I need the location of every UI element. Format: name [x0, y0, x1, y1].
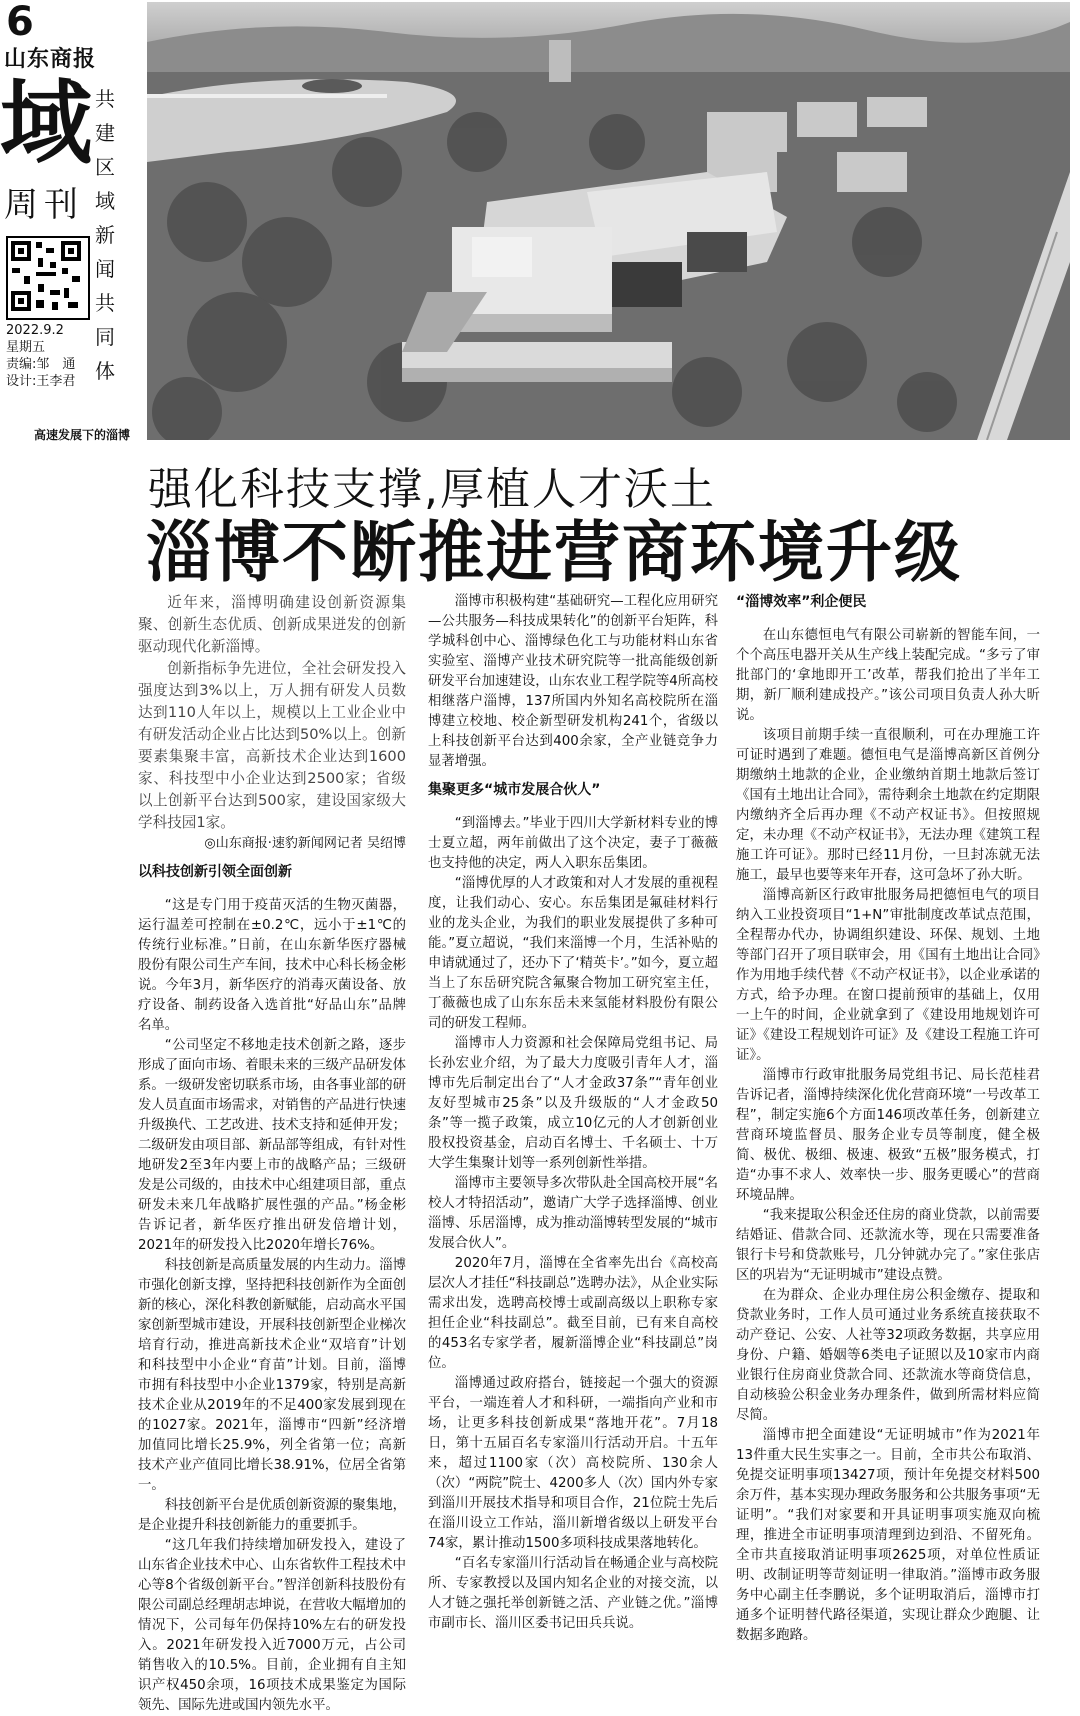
section-weekly: 周刊: [4, 185, 84, 225]
body-paragraph: 淄博市行政审批服务局党组书记、局长范桂君告诉记者，淄博持续深化优化营商环境“一号改革工程”，制定实施6个方面146项改革任务，创新建立营商环境监督员、服务企业专员等制度，健全极简、极优、极细、极速、极致“五极”服务模式，打造“办事不求人、效率快一步、服务更暖心”的营商环境品牌。: [736, 1068, 1040, 1203]
aerial-city-photo: [147, 2, 1070, 440]
body-paragraph: 淄博市把全面建设“无证明城市”作为2021年13件重大民生实事之一。目前，全市共公布取消、免提交证明事项13427项，预计年免提交材料500余万件，基本实现办理政务服务和公共服务事项“无证明”。“我们对家要和开具证明事项实施双向梳理，推进全市证明事项清理到边到沿、不留死角。全市共直接取消证明事项2625项，对单位性质证明、改制证明等苛刻证明一律取消。”淄博市政务服务中心副主任李鹏说，多个证明取消后，淄博市打通多个证明替代路径渠道，实现让群众少跑腿、让数据多跑路。: [736, 1428, 1040, 1643]
article-column-2: [428, 592, 718, 1634]
body-paragraph: 淄博通过政府搭台，链接起一个强大的资源平台，一端连着人才和科研，一端指向产业和市场，让更多科技创新成果“落地开花”。7月18日，第十五届百名专家淄川行活动开启。十五年来，超过1100家（次）高校院所、130余人（次）“两院”院士、4200多人（次）国内外专家到淄川开展技术指导和项目合作，21位院士先后在淄川设立工作站，淄川新增省级以上研发平台74家，累计推动1500多项科技成果落地转化。: [428, 1376, 718, 1551]
newspaper-name: 山东商报: [4, 47, 97, 72]
body-paragraph: 淄博高新区行政审批服务局把德恒电气的项目纳入工业投资项目“1+N”审批制度改革试点范围，全程帮办代办，协调组织建设、环保、规划、土地等部门召开了项目联审会，用《国有土地出让合同》作为用地手续代替《不动产权证书》，以企业承诺的方式，给予办理。在窗口提前预审的基础上，仅用一上午的时间，企业就拿到了《建设用地规划许可证》《建设工程规划许可证》及《建设工程施工许可证》。: [736, 888, 1040, 1063]
body-paragraph: 该项目前期手续一直很顺利，可在办理施工许可证时遇到了难题。德恒电气是淄博高新区首例分期缴纳土地款的企业，企业缴纳首期土地款后签订《国有土地出让合同》，需待剩余土地款在约定期限内缴纳齐全后再办理《不动产权证书》。但按照规定，未办理《不动产权证书》，无法办理《建筑工程施工许可证》。那时已经11月份，一旦封冻就无法施工，最早也要等来年开春，这可急坏了孙大昕。: [736, 728, 1040, 883]
article-column-1: [138, 592, 406, 1716]
issue-date: 2022.9.2: [6, 323, 64, 338]
editor-credit: 责编:邹 通: [6, 357, 76, 372]
body-paragraph: 淄博市主要领导多次带队赴全国高校开展“名校人才特招活动”，邀请广大学子选择淄博、创业淄博、乐居淄博，成为推动淄博转型发展的“城市发展合伙人”。: [428, 1176, 718, 1251]
lead-paragraph: 创新指标争先进位，全社会研发投入强度达到3%以上，万人拥有研发人员数达到110人年以上，规模以上工业企业中有研发活动企业占比达到50%以上。创新要素集聚丰富，高新技术企业达到1600家、科技型中小企业达到2500家；省级以上创新平台达到500家，建设国家级大学科技园1家。: [138, 660, 406, 831]
article-subtitle: 强化科技支撑,厚植人才沃土: [148, 464, 716, 515]
body-paragraph: 科技创新平台是优质创新资源的聚集地，是企业提升科技创新能力的重要抓手。: [138, 1498, 406, 1533]
article-column-3: [736, 592, 1040, 1646]
designer-credit: 设计:王李君: [6, 374, 76, 389]
section-heading: 集聚更多“城市发展合伙人”: [428, 782, 601, 798]
issue-weekday: 星期五: [6, 340, 46, 355]
section-heading: 以科技创新引领全面创新: [138, 864, 292, 880]
body-paragraph: “淄博优厚的人才政策和对人才发展的重视程度，让我们动心、安心。东岳集团是氟硅材料行业的龙头企业，为我们的职业发展提供了多种可能。”夏立超说，“我们来淄博一个月，生活补贴的申请就通过了，还办下了‘精英卡’。”如今，夏立超当上了东岳研究院含氟聚合物加工研究室主任，丁薇薇也成了山东东岳未来氢能材料股份有限公司的研发工程师。: [428, 876, 718, 1031]
section-slogan: 共建区域新闻共同体: [95, 87, 115, 383]
issue-date-block: [6, 322, 75, 390]
photo-caption: 高速发展下的淄博: [34, 428, 131, 442]
body-paragraph: “公司坚定不移地走技术创新之路，逐步形成了面向市场、着眼未来的三级产品研发体系。一级研发密切联系市场，由各事业部的研发人员直面市场需求，对销售的产品进行快速升级换代、工艺改进、技术支持和延伸开发；二级研发由项目部、新品部等组成，有针对性地研发2至3年内要上市的战略产品；三级研发是公司级的，由技术中心组建项目部，重点研发未来几年战略扩展性强的产品。”杨金彬告诉记者，新华医疗推出研发倍增计划，2021年的研发投入比2020年增长76%。: [138, 1038, 406, 1253]
body-paragraph: 淄博市人力资源和社会保障局党组书记、局长孙宏业介绍，为了最大力度吸引青年人才，淄博市先后制定出台了“人才金政37条”“青年创业友好型城市25条”以及升级版的“人才金政50条”等一揽子政策，成立10亿元的人才创新创业股权投资基金，启动百名博士、千名硕士、十万大学生集聚计划等一系列创新性举措。: [428, 1036, 718, 1171]
body-paragraph: “这是专门用于疫苗灭活的生物灭菌器，运行温差可控制在±0.2℃，远小于±1℃的传统行业标准。”日前，在山东新华医疗器械股份有限公司生产车间，技术中心科长杨金彬说。今年3月，新华医疗的消毒灭菌设备、放疗设备、制药设备入选首批“好品山东”品牌名单。: [138, 898, 406, 1033]
qr-code-icon: [6, 236, 90, 320]
masthead: [0, 0, 140, 440]
body-paragraph: 在山东德恒电气有限公司崭新的智能车间，一个个高压电器开关从生产线上装配完成。“多亏了审批部门的‘拿地即开工’改革，帮我们抢出了半年工期，新厂顺利建成投产。”该公司项目负责人孙大昕说。: [736, 628, 1040, 723]
body-paragraph: “这几年我们持续增加研发投入，建设了山东省企业技术中心、山东省软件工程技术中心等8个省级创新平台。”智洋创新科技股份有限公司副总经理胡志坤说，在营收大幅增加的情况下，公司每年仍保持10%左右的研发投入。2021年研发投入近7000万元，占公司销售收入的10.5%。目前，企业拥有自主知识产权450余项，16项技术成果鉴定为国际领先、国际先进或国内领先水平。: [138, 1538, 406, 1713]
body-paragraph: 2020年7月，淄博在全省率先出台《高校高层次人才挂任“科技副总”选聘办法》，从企业实际需求出发，选聘高校博士或副高级以上职称专家担任企业“科技副总”。截至目前，已有来自高校的453名专家学者，履新淄博企业“科技副总”岗位。: [428, 1256, 718, 1371]
body-paragraph: “百名专家淄川行活动旨在畅通企业与高校院所、专家教授以及国内知名企业的对接交流，以人才链之强托举创新链之活、产业链之优。”淄博市副市长、淄川区委书记田兵兵说。: [428, 1556, 718, 1631]
section-char: 域: [0, 70, 93, 177]
section-heading: “淄博效率”利企便民: [736, 594, 867, 610]
page-number: 6: [6, 0, 34, 45]
lead-paragraph: 近年来，淄博明确建设创新资源集聚、创新生态优质、创新成果迸发的创新驱动现代化新淄博。: [138, 594, 406, 655]
body-paragraph: 科技创新是高质量发展的内生动力。淄博市强化创新支撑，坚持把科技创新作为全面创新的核心，深化科教创新赋能，启动高水平国家创新型城市建设，开展科技创新型企业梯次培育行动，推进高新技术企业“双培育”计划和科技型中小企业“育苗”计划。目前，淄博市拥有科技型中小企业1379家，特别是高新技术企业从2019年的不足400家发展到现在的1027家。2021年，淄博市“四新”经济增加值同比增长25.9%，列全省第一位；高新技术产业产值同比增长38.91%，位居全省第一。: [138, 1258, 406, 1493]
body-paragraph: “我来提取公积金还住房的商业贷款，以前需要结婚证、借款合同、还款流水等，现在只需要准备银行卡号和贷款账号，几分钟就办完了。”家住张店区的巩岩为“无证明城市”建设点赞。: [736, 1208, 1040, 1283]
byline: ◎山东商报·速豹新闻网记者 吴绍博: [204, 836, 406, 851]
aerial-photo-illustration: [147, 2, 1070, 440]
body-paragraph: 在为群众、企业办理住房公积金缴存、提取和贷款业务时，工作人员可通过业务系统直接获取不动产登记、公安、人社等32项政务数据，共享应用身份、户籍、婚姻等6类电子证照以及10家市内商业银行住房商业贷款合同、还款流水等商贷信息，自动核验公积金业务办理条件，做到所需材料应简尽简。: [736, 1288, 1040, 1423]
article-title: 淄博不断推进营商环境升级: [146, 514, 962, 591]
body-paragraph: “到淄博去。”毕业于四川大学新材料专业的博士夏立超，两年前做出了这个决定，妻子丁薇薇也支持他的决定，两人入职东岳集团。: [428, 816, 718, 871]
body-paragraph: 淄博市积极构建“基础研究—工程化应用研究—公共服务—科技成果转化”的创新平台矩阵，科学城科创中心、淄博绿色化工与功能材料山东省实验室、淄博产业技术研究院等一批高能级创新研发平台加速建设，山东农业工程学院等4所高校相继落户淄博，137所国内外知名高校院所在淄博建立校地、校企新型研发机构241个，省级以上科技创新平台达到400余家，全产业链竞争力显著增强。: [428, 594, 718, 769]
